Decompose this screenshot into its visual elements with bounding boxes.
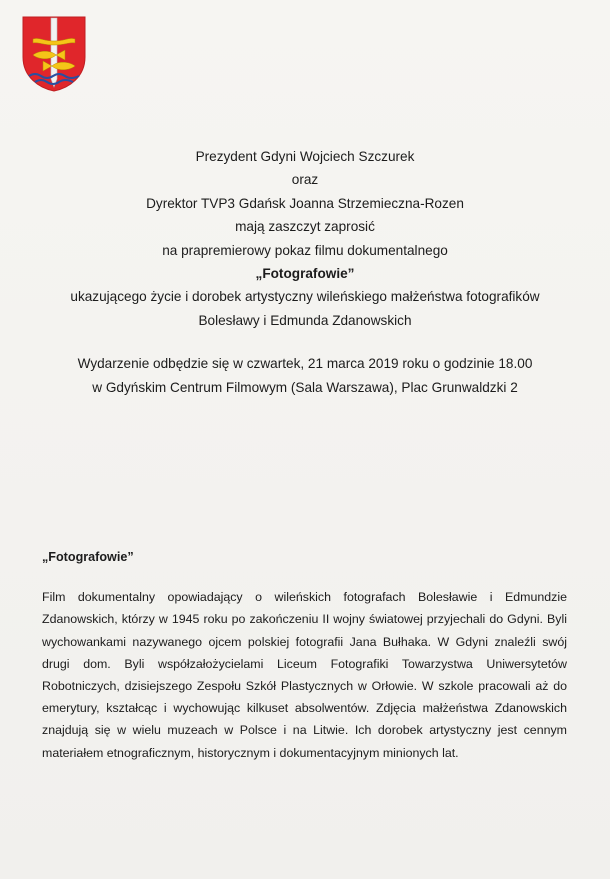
- event-line: Wydarzenie odbędzie się w czwartek, 21 marca 2019 roku o godzinie 18.00: [77, 356, 533, 372]
- invitation-line: mają zaszczyt zaprosić: [235, 219, 375, 235]
- invitation-line: na prapremierowy pokaz filmu dokumentalnego: [162, 242, 448, 258]
- film-description-heading: „Fotografowie”: [42, 550, 134, 564]
- subject-line: Bolesławy i Edmunda Zdanowskich: [198, 312, 412, 328]
- film-title: „Fotografowie”: [255, 266, 355, 282]
- film-description: [42, 546, 567, 764]
- invitation-line: Dyrektor TVP3 Gdańsk Joanna Strzemieczna-Rozen: [146, 195, 464, 211]
- invitation-line: oraz: [291, 172, 319, 188]
- subject-line: ukazującego życie i dorobek artystyczny wileńskiego małżeństwa fotografików: [70, 289, 540, 305]
- invitation-line: Prezydent Gdyni Wojciech Szczurek: [195, 149, 415, 164]
- film-description-body: Film dokumentalny opowiadający o wileńskich fotografach Bolesławie i Edmundzie Zdanowskich, którzy w 1945 roku po zakończeniu II wojny światowej przyjechali do Gdyni. Byli wychowankami nazywanego ojcem polskiej fotografii Jana Bułhaka. W Gdyni znaleźli swój drugi dom. Byli współzałożycielami Liceum Fotografiki Towarzystwa Uniwersytetów Robotniczych, dzisiejszego Zespołu Szkół Plastycznych w Orłowie. W szkole pracowali aż do emerytury, kształcąc i wychowując kilkuset absolwentów. Zdjęcia małżeństwa Zdanowskich znajdują się w wielu muzeach w Polsce i na Litwie. Ich dorobek artystyczny jest cennym materiałem etnograficznym, historycznym i dokumentacyjnym minionych lat.: [42, 590, 567, 760]
- invitation-block: [20, 145, 590, 399]
- gdynia-coat-of-arms-icon: [21, 15, 87, 92]
- event-line: w Gdyńskim Centrum Filmowym (Sala Warszawa), Plac Grunwaldzki 2: [92, 379, 518, 395]
